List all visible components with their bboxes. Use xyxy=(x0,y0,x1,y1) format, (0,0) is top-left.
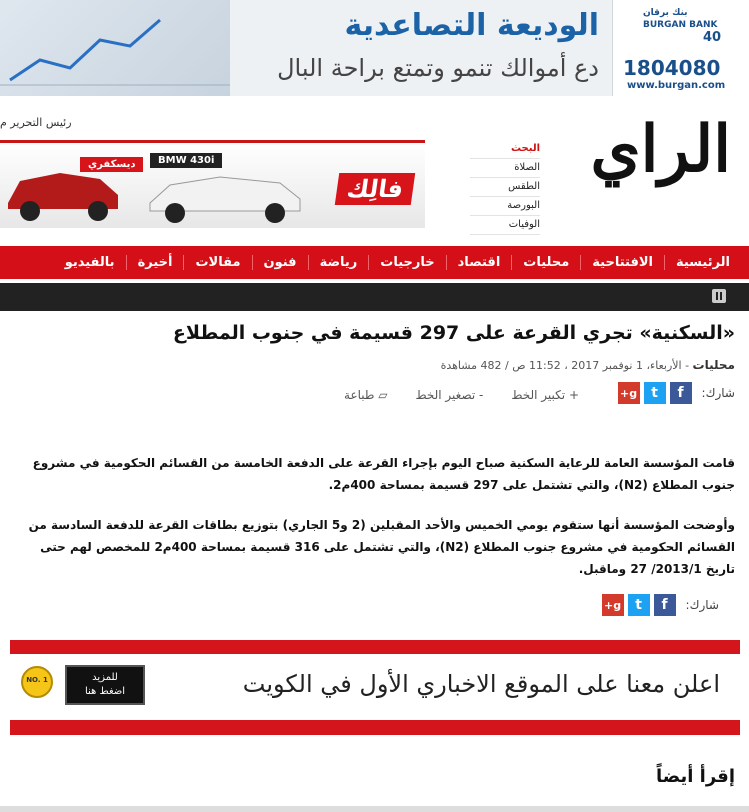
advertise-text: اعلن معنا على الموقع الاخباري الأول في الكويت xyxy=(242,670,720,698)
read-also-heading: إقرأ أيضاً xyxy=(655,766,735,787)
bank-url: www.burgan.com xyxy=(627,80,726,91)
twitter-icon[interactable]: t xyxy=(628,594,650,616)
quick-link-stocks[interactable]: البورصة xyxy=(470,197,540,216)
editor-label: رئيس التحرير م xyxy=(0,116,72,129)
share-label: شارك: xyxy=(701,386,735,400)
advertise-banner[interactable] xyxy=(10,640,740,735)
print-button[interactable] xyxy=(344,388,387,402)
facebook-icon[interactable]: f xyxy=(654,594,676,616)
share-row-bottom xyxy=(602,594,719,616)
site-logo[interactable]: الراي xyxy=(590,112,731,187)
share-row-top xyxy=(618,382,735,404)
top-ad-banner[interactable] xyxy=(0,0,749,96)
bank-name-en: BURGAN BANK xyxy=(643,20,718,30)
nav-international[interactable]: خارجيات xyxy=(368,255,445,270)
car-ad-brand: فالِك xyxy=(335,173,416,205)
bank-phone: 1804080 xyxy=(623,56,721,80)
print-label: طباعة xyxy=(344,388,375,402)
badge-text: NO. 1 xyxy=(26,676,48,684)
article-paragraph-2: وأوضحت المؤسسة أنها ستقوم يومي الخميس والأحد المقبلين (2 و5 الجاري) بتوزيع بطاقات القرعة للدفعة السادسة من القسائم الحكومية في مشروع جنوب المطلاع (N2)، والتي تشتمل على 316 قسيمة بمساحة 400م2 للمخصص لهم حتى تاريخ 2013/1/ 27 وماقبل. xyxy=(28,518,735,576)
google-plus-icon[interactable]: g+ xyxy=(602,594,624,616)
banner-chart-graphic xyxy=(0,0,230,96)
quick-link-obituaries[interactable]: الوفيات xyxy=(470,216,540,235)
quick-link-search[interactable]: البحث xyxy=(470,140,540,159)
nav-home[interactable]: الرئيسية xyxy=(664,255,741,270)
share-label-bottom: شارك: xyxy=(685,598,719,612)
enlarge-font-button[interactable]: + تكبير الخط xyxy=(511,388,579,402)
article-tools xyxy=(344,388,579,402)
nav-local[interactable]: محليات xyxy=(511,255,580,270)
article-date: - الأربعاء، 1 نوفمبر 2017 ، 11:52 ص xyxy=(512,359,690,372)
google-plus-icon[interactable]: g+ xyxy=(618,382,640,404)
nav-video[interactable]: بالفيديو xyxy=(64,255,115,270)
quick-link-weather[interactable]: الطقس xyxy=(470,178,540,197)
nav-articles[interactable]: مقالات xyxy=(183,255,251,270)
article-paragraph-1: قامت المؤسسة العامة للرعاية السكنية صباح اليوم بإجراء القرعة على الدفعة الخامسة من القسائم الحكومية في مشروع جنوب المطلاع (N2)، والتي تشتمل على 297 قسيمة بمساحة 400م2. xyxy=(32,456,735,492)
article-category[interactable]: محليات xyxy=(692,358,735,372)
car-ad-banner[interactable] xyxy=(0,140,425,228)
nav-editorial[interactable]: الافتتاحية xyxy=(580,255,664,270)
more-button-line2: اضغط هنا xyxy=(84,686,126,697)
bank-name-ar: بنك برقان xyxy=(643,8,688,18)
article-meta: محليات - الأربعاء، 1 نوفمبر 2017 ، 11:52 ص / 482 مشاهدة xyxy=(440,358,735,372)
nav-last-page[interactable]: أخيرة xyxy=(126,255,184,270)
number-one-badge-icon xyxy=(20,658,54,706)
facebook-icon[interactable]: f xyxy=(670,382,692,404)
quick-links xyxy=(470,140,540,235)
twitter-icon[interactable]: t xyxy=(644,382,666,404)
nav-arts[interactable]: فنون xyxy=(252,255,308,270)
article-views: 482 مشاهدة xyxy=(440,359,502,372)
news-ticker-bar xyxy=(0,283,749,311)
pause-icon[interactable] xyxy=(712,289,726,303)
main-nav xyxy=(0,246,749,279)
print-icon: ▱ xyxy=(374,388,388,402)
bottom-rule xyxy=(0,806,749,812)
tag-discovery: ديسكفري xyxy=(80,157,143,172)
promo-title: الوديعة التصاعدية xyxy=(344,8,599,43)
bank-anniversary: 40 xyxy=(703,30,722,45)
reduce-font-button[interactable]: - تصغير الخط xyxy=(415,388,484,402)
quick-link-prayer[interactable]: الصلاة xyxy=(470,159,540,178)
tag-bmw: BMW 430i xyxy=(150,153,222,168)
article-title: «السكنية» تجري القرعة على 297 قسيمة في جنوب المطلاع xyxy=(172,322,735,344)
promo-subtitle: دع أموالك تنمو وتمتع براحة البال xyxy=(277,54,599,82)
bank-logo-box[interactable] xyxy=(612,0,749,96)
nav-economy[interactable]: اقتصاد xyxy=(446,255,512,270)
more-button-line1: للمزيد xyxy=(92,672,118,683)
nav-sports[interactable]: رياضة xyxy=(308,255,369,270)
more-button[interactable] xyxy=(65,665,145,705)
